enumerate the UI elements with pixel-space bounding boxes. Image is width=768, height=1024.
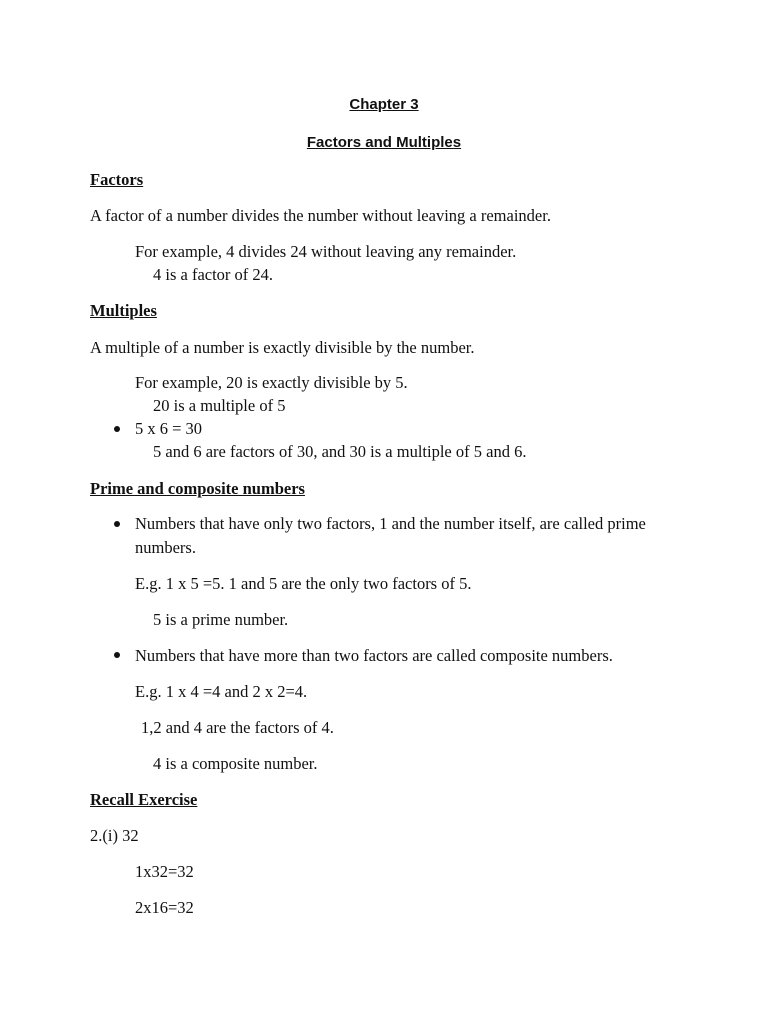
factors-definition: A factor of a number divides the number without leaving a remainder.	[90, 206, 551, 225]
recall-line: 1x32=32	[135, 862, 194, 881]
bullet-icon	[114, 426, 120, 432]
prime-conclusion: 5 is a prime number.	[153, 610, 289, 629]
prime-bullet-text: numbers.	[135, 538, 196, 557]
bullet-icon	[114, 652, 120, 658]
multiples-bullet-text: 5 x 6 = 30	[135, 419, 203, 438]
multiples-example-line: 5 and 6 are factors of 30, and 30 is a multiple of 5 and 6.	[153, 442, 527, 461]
bullet-icon	[114, 521, 120, 527]
composite-example: E.g. 1 x 4 =4 and 2 x 2=4.	[135, 682, 308, 701]
factors-example-line: For example, 4 divides 24 without leaving any remainder.	[135, 242, 517, 261]
composite-bullet-text: Numbers that have more than two factors are called composite numbers.	[135, 646, 613, 665]
multiples-example-line: 20 is a multiple of 5	[153, 396, 286, 415]
multiples-heading: Multiples	[90, 301, 157, 320]
multiples-definition: A multiple of a number is exactly divisible by the number.	[90, 338, 475, 357]
multiples-example-line: For example, 20 is exactly divisible by 5.	[135, 373, 408, 392]
chapter-subtitle: Factors and Multiples	[306, 134, 462, 151]
factors-heading: Factors	[90, 170, 144, 189]
recall-line: 2x16=32	[135, 898, 194, 917]
prime-composite-heading: Prime and composite numbers	[90, 479, 305, 498]
factors-example-line: 4 is a factor of 24.	[153, 265, 274, 284]
composite-conclusion: 4 is a composite number.	[153, 754, 318, 773]
chapter-title: Chapter 3	[349, 96, 419, 113]
recall-question: 2.(i) 32	[90, 826, 139, 845]
prime-example: E.g. 1 x 5 =5. 1 and 5 are the only two factors of 5.	[135, 574, 472, 593]
prime-bullet-text: Numbers that have only two factors, 1 and the number itself, are called prime	[135, 514, 646, 533]
composite-factors: 1,2 and 4 are the factors of 4.	[141, 718, 334, 737]
recall-heading: Recall Exercise	[90, 790, 198, 809]
